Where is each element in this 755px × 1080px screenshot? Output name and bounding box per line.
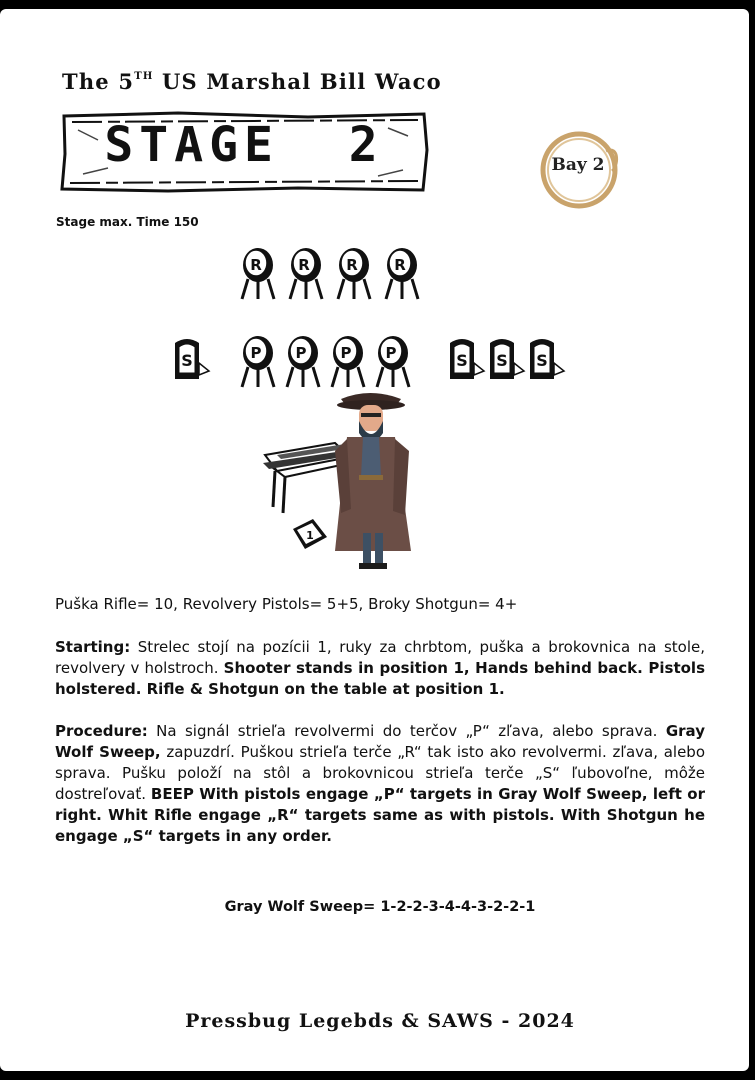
svg-text:R: R	[250, 256, 262, 274]
svg-text:R: R	[346, 256, 358, 274]
procedure-label: Procedure:	[55, 722, 148, 740]
pistol-targets	[242, 336, 409, 387]
svg-text:P: P	[385, 344, 397, 362]
shotgun-targets-right	[450, 339, 564, 379]
rifle-target	[242, 248, 274, 299]
procedure-section: Procedure: Na signál strieľa revolvermi do terčov „P“ zľava, alebo sprava. Gray Wolf Sweep, zapuzdrí. Puškou strieľa terče „R“ tak isto ako revolvermi. zľava, alebo sprava. Pušku položí na stôl a brokovnicou strieľa terče „S“ ľubovoľne, môže dostreľovať. BEEP With pistols engage „P“ targets in Gray Wolf Sweep, left or right. Whit Rifle engage „R“ targets same as with pistols. With Shotgun he engage „S“ targets in any order.	[55, 722, 706, 845]
pistol-target	[242, 336, 274, 387]
gray-wolf-sweep-formula: Gray Wolf Sweep= 1-2-2-3-4-4-3-2-2-1	[224, 899, 536, 915]
svg-text:P: P	[340, 344, 352, 362]
rifle-target	[290, 248, 322, 299]
stage-label: STAGE 2	[104, 117, 384, 173]
svg-text:R: R	[298, 256, 310, 274]
svg-text:1: 1	[306, 529, 314, 542]
shotgun-target	[450, 339, 484, 379]
shotgun-target	[530, 339, 564, 379]
rifle-target	[386, 248, 418, 299]
stage-diagram	[165, 237, 585, 582]
svg-text:P: P	[295, 344, 307, 362]
pistol-target	[287, 336, 319, 387]
shotgun-target-left	[175, 339, 209, 379]
round-counts: Puška Rifle= 10, Revolvery Pistols= 5+5, Broky Shotgun= 4+	[55, 595, 518, 613]
cowboy-illustration	[335, 393, 411, 569]
document-page	[0, 9, 749, 1071]
bay-label: Bay 2	[551, 155, 605, 175]
pistol-target	[377, 336, 409, 387]
rifle-target	[338, 248, 370, 299]
match-title: The 5TH US Marshal Bill Waco	[62, 69, 442, 94]
stage-max-time: Stage max. Time 150	[56, 215, 199, 229]
starting-section: Starting: Strelec stojí na pozícii 1, ruky za chrbtom, puška a brokovnica na stole, revolvery v holstroch. Shooter stands in position 1, Hands behind back. Pistols holstered. Rifle & Shotgun on the table at position 1.	[55, 638, 705, 698]
svg-text:R: R	[394, 256, 406, 274]
rifle-targets	[242, 248, 418, 299]
svg-text:P: P	[250, 344, 262, 362]
shotgun-target	[490, 339, 524, 379]
svg-text:S: S	[181, 351, 193, 370]
position-marker	[293, 519, 327, 549]
svg-text:S: S	[536, 351, 548, 370]
starting-label: Starting:	[55, 638, 131, 656]
pistol-target	[332, 336, 364, 387]
svg-text:S: S	[456, 351, 468, 370]
footer-credit: Pressbug Legebds & SAWS - 2024	[185, 1010, 575, 1032]
svg-text:S: S	[496, 351, 508, 370]
